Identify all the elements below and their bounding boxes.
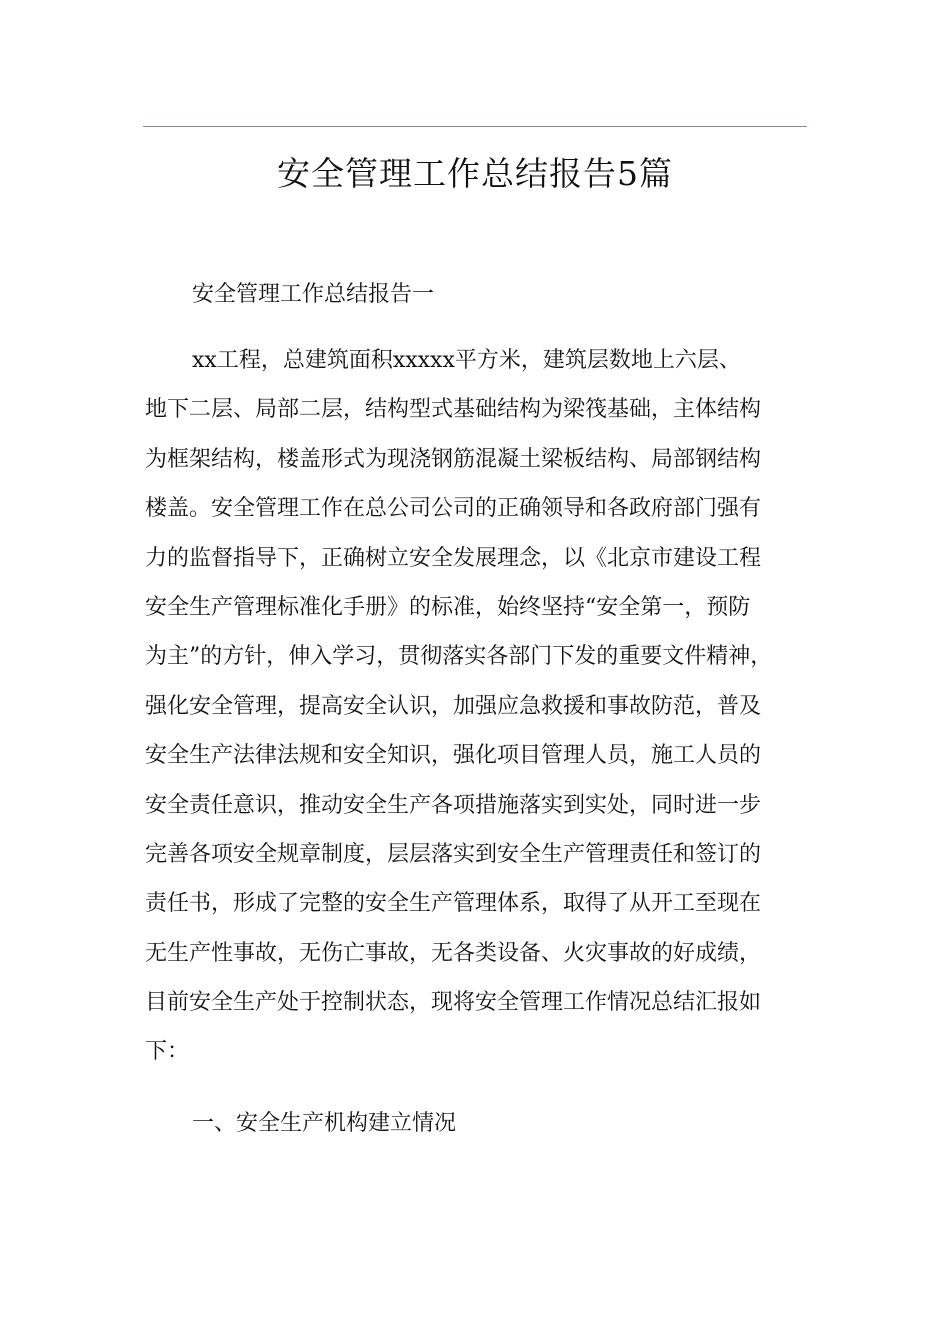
paragraph-line: 为框架结构，楼盖形式为现浇钢筋混凝土梁板结构、局部钢结构: [145, 446, 762, 472]
paragraph-line: 力的监督指导下，正确树立安全发展理念，以《北京市建设工程: [145, 545, 762, 571]
paragraph-line: 强化安全管理，提高安全认识，加强应急救援和事故防范，普及: [145, 693, 762, 719]
paragraph-line: 为主”的方针，伸入学习，贯彻落实各部门下发的重要文件精神，: [145, 644, 773, 670]
paragraph-line: xx工程，总建筑面积xxxxx平方米，建筑层数地上六层、: [192, 348, 741, 373]
paragraph-line: 完善各项安全规章制度，层层落实到安全生产管理责任和签订的: [145, 841, 762, 867]
paragraph-line: 下：: [145, 1039, 190, 1065]
section-one-heading: 一、安全生产机构建立情况: [192, 1111, 457, 1136]
report-heading: 安全管理工作总结报告一: [192, 282, 435, 307]
body-paragraph: [145, 342, 809, 1083]
paragraph-line: 楼盖。安全管理工作在总公司公司的正确领导和各政府部门强有: [145, 496, 762, 522]
paragraph-line: 无生产性事故，无伤亡事故，无各类设备、火灾事故的好成绩，: [145, 940, 762, 966]
paragraph-line: 责任书，形成了完整的安全生产管理体系，取得了从开工至现在: [145, 891, 762, 917]
document-title: 安全管理工作总结报告5篇: [277, 154, 673, 193]
paragraph-line: 安全生产法律法规和安全知识，强化项目管理人员，施工人员的: [145, 743, 762, 769]
paragraph-line: 安全生产管理标准化手册》的标准，始终坚持“安全第一，预防: [145, 594, 751, 620]
paragraph-line: 目前安全生产处于控制状态，现将安全管理工作情况总结汇报如: [145, 990, 762, 1016]
paragraph-line: 地下二层、局部二层，结构型式基础结构为梁筏基础，主体结构: [145, 397, 762, 423]
paragraph-line: 安全责任意识，推动安全生产各项措施落实到实处，同时进一步: [145, 792, 762, 818]
header-rule: [143, 126, 807, 127]
